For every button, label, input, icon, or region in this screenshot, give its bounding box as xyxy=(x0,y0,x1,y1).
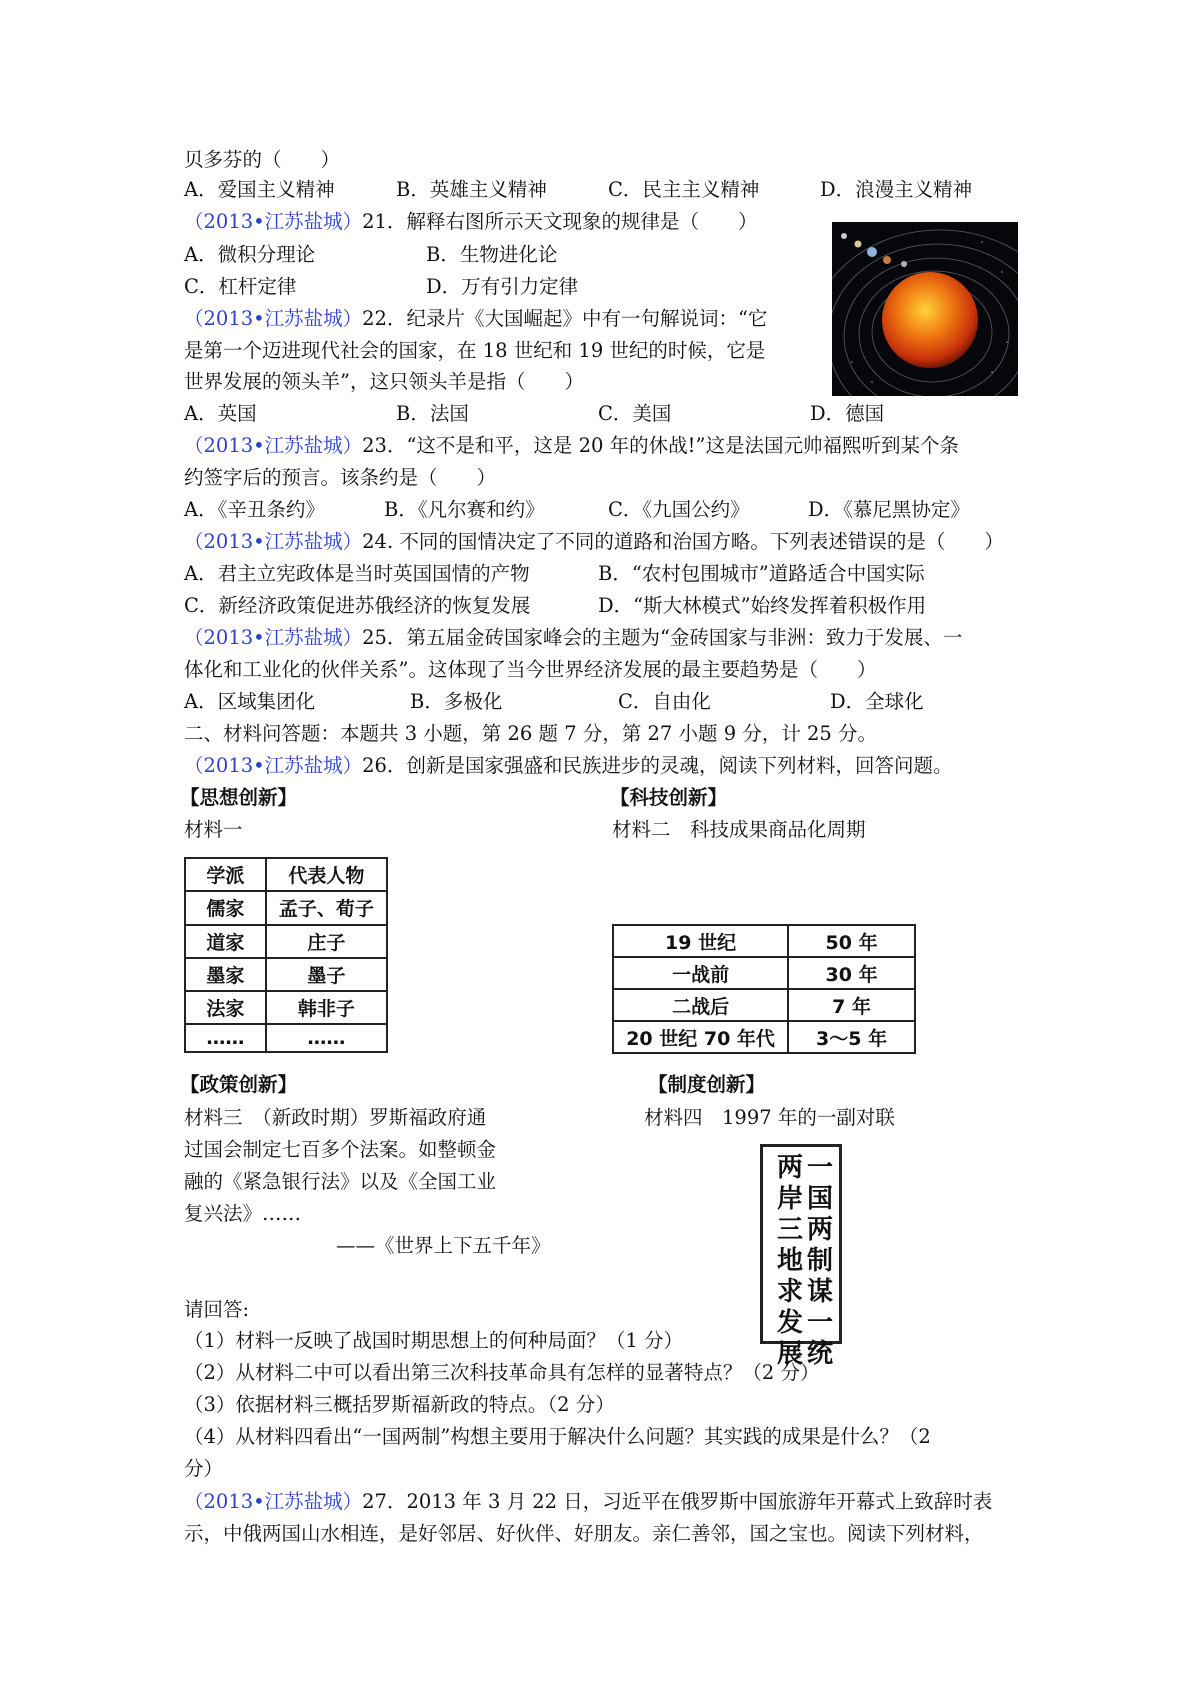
couplet-right-char: 统 xyxy=(806,1339,833,1369)
material-3-header: 【政策创新】 xyxy=(180,1073,298,1096)
q26-stem: （2013•江苏盐城）26．创新是国家强盛和民族进步的灵魂，阅读下列材料，回答问题。 xyxy=(184,754,953,777)
material-1-table-cell: 学派 xyxy=(185,858,266,891)
q25-stem-line1: （2013•江苏盐城）25．第五届金砖国家峰会的主题为“金砖国家与非洲：致力于发展、一 xyxy=(184,626,963,649)
couplet-left-char: 发 xyxy=(776,1308,803,1338)
material-3-line4: 复兴法》…… xyxy=(184,1202,302,1225)
couplet-right-char: 制 xyxy=(806,1246,833,1276)
material-2-table-cell: 30 年 xyxy=(788,957,915,989)
q24-option-b: B．“农村包围城市”道路适合中国实际 xyxy=(598,562,925,585)
q25-option-c: C．自由化 xyxy=(618,690,711,713)
q24-option-d: D．“斯大林模式”始终发挥着积极作用 xyxy=(598,594,927,617)
material-1-table-cell: 庄子 xyxy=(266,925,387,958)
material-3-line1: 材料三 （新政时期）罗斯福政府通 xyxy=(184,1106,487,1129)
couplet-left-char: 展 xyxy=(776,1339,803,1369)
material-2-table-row xyxy=(613,1021,915,1053)
material-1-table-row xyxy=(185,1024,387,1052)
q21-option-d: D．万有引力定律 xyxy=(426,275,579,298)
material-3-citation: ——《世界上下五千年》 xyxy=(336,1234,551,1257)
material-2-table-row xyxy=(613,925,915,957)
sub-question-4-cont: 分） xyxy=(184,1457,224,1480)
material-1-table-cell: 儒家 xyxy=(185,891,266,924)
material-3-line3: 融的《紧急银行法》以及《全国工业 xyxy=(184,1170,497,1193)
material-1-table-row xyxy=(185,991,387,1024)
solar-system-image xyxy=(832,222,1018,396)
material-1-table-row xyxy=(185,925,387,958)
q21-option-c: C．杠杆定律 xyxy=(184,275,297,298)
material-1-table-cell: …… xyxy=(185,1024,266,1052)
q22-stem-line1: （2013•江苏盐城）22．纪录片《大国崛起》中有一句解说词：“它 xyxy=(184,307,768,330)
material-1-table-cell: 墨子 xyxy=(266,958,387,991)
material-2-table-cell: 50 年 xyxy=(788,925,915,957)
answer-prompt: 请回答: xyxy=(184,1298,250,1321)
couplet-left-char: 三 xyxy=(776,1215,803,1245)
material-2-table xyxy=(612,924,916,1054)
q21-stem: （2013•江苏盐城）21．解释右图所示天文现象的规律是（ ） xyxy=(184,210,758,233)
q25-option-b: B．多极化 xyxy=(410,690,503,713)
material-1-table-row xyxy=(185,891,387,924)
material-1-header: 【思想创新】 xyxy=(180,786,298,809)
material-1-table xyxy=(184,857,388,1053)
couplet-right-char: 国 xyxy=(806,1184,833,1214)
couplet-right-char: 两 xyxy=(806,1215,833,1245)
material-1-table-cell: 法家 xyxy=(185,991,266,1024)
sub-question-2: （2）从材料二中可以看出第三次科技革命具有怎样的显著特点？（2 分） xyxy=(184,1361,820,1384)
material-1-table-row xyxy=(185,858,387,891)
q20-stem-tail: 贝多芬的（ ） xyxy=(184,148,341,171)
q25-source: （2013•江苏盐城） xyxy=(184,626,363,649)
material-1-label: 材料一 xyxy=(184,818,243,841)
couplet-right-char: 谋 xyxy=(806,1277,833,1307)
material-1-table-cell: 韩非子 xyxy=(266,991,387,1024)
material-3-line2: 过国会制定七百多个法案。如整顿金 xyxy=(184,1138,497,1161)
material-2-table-row xyxy=(613,989,915,1021)
q22-option-a: A．英国 xyxy=(184,402,257,425)
q20-option-a: A．爱国主义精神 xyxy=(184,178,335,201)
material-1-table-cell: 道家 xyxy=(185,925,266,958)
couplet-left-char: 地 xyxy=(776,1246,803,1276)
material-2-table-cell: 3～5 年 xyxy=(788,1021,915,1053)
q22-option-b: B．法国 xyxy=(396,402,469,425)
q27-stem-line2: 示，中俄两国山水相连，是好邻居、好伙伴、好朋友。亲仁善邻，国之宝也。阅读下列材料， xyxy=(184,1522,984,1545)
material-2-label: 材料二 科技成果商品化周期 xyxy=(612,818,866,841)
q24-source: （2013•江苏盐城） xyxy=(184,530,363,553)
material-2-table-cell: 7 年 xyxy=(788,989,915,1021)
q21-option-a: A．微积分理论 xyxy=(184,243,316,266)
q24-stem: （2013•江苏盐城）24. 不同的国情决定了不同的道路和治国方略。下列表述错误的是（ ） xyxy=(184,530,1004,553)
sub-question-4: （4）从材料四看出“一国两制”构想主要用于解决什么问题？其实践的成果是什么？（2 xyxy=(184,1425,931,1448)
q21-option-b: B．生物进化论 xyxy=(426,243,558,266)
material-2-table-cell: 二战后 xyxy=(613,989,788,1021)
q27-stem-line1: （2013•江苏盐城）27．2013 年 3 月 22 日，习近平在俄罗斯中国旅游年开幕式上致辞时表 xyxy=(184,1490,993,1513)
q22-option-c: C．美国 xyxy=(598,402,672,425)
material-1-table-row xyxy=(185,958,387,991)
material-2-table-row xyxy=(613,957,915,989)
q23-source: （2013•江苏盐城） xyxy=(184,434,363,457)
material-1-table-cell: …… xyxy=(266,1024,387,1052)
couplet-left-char: 两 xyxy=(776,1153,803,1183)
q23-stem-line2: 约签字后的预言。该条约是（ ） xyxy=(184,466,497,489)
couplet-left-char: 岸 xyxy=(776,1184,803,1214)
q25-option-a: A．区域集团化 xyxy=(184,690,316,713)
q22-option-d: D．德国 xyxy=(810,402,885,425)
q23-option-a: A．《辛丑条约》 xyxy=(184,498,325,521)
material-2-table-cell: 20 世纪 70 年代 xyxy=(613,1021,788,1053)
q20-option-b: B．英雄主义精神 xyxy=(396,178,547,201)
material-1-table-cell: 代表人物 xyxy=(266,858,387,891)
couplet-right xyxy=(806,1153,833,1369)
couplet-left-char: 求 xyxy=(776,1277,803,1307)
couplet-right-char: 一 xyxy=(806,1153,833,1183)
q23-option-b: B．《凡尔赛和约》 xyxy=(384,498,545,521)
section-2-heading: 二、材料问答题：本题共 3 小题，第 26 题 7 分，第 27 小题 9 分，计 25 分。 xyxy=(184,722,878,745)
material-2-table-cell: 一战前 xyxy=(613,957,788,989)
q23-stem-line1: （2013•江苏盐城）23．“这不是和平，这是 20 年的休战!”这是法国元帅福熙听到某个条 xyxy=(184,434,959,457)
material-1-table-cell: 孟子、荀子 xyxy=(266,891,387,924)
q22-stem-line3: 世界发展的领头羊”，这只领头羊是指（ ） xyxy=(184,370,584,393)
material-1-table-cell: 墨家 xyxy=(185,958,266,991)
couplet-right-char: 一 xyxy=(806,1308,833,1338)
q25-stem-line2: 体化和工业化的伙伴关系”。这体现了当今世界经济发展的最主要趋势是（ ） xyxy=(184,658,877,681)
material-2-header: 【科技创新】 xyxy=(610,786,728,809)
q21-source: （2013•江苏盐城） xyxy=(184,210,363,233)
q27-source: （2013•江苏盐城） xyxy=(184,1490,363,1513)
q20-option-c: C．民主主义精神 xyxy=(608,178,760,201)
q20-option-d: D．浪漫主义精神 xyxy=(820,178,973,201)
sub-question-3: （3）依据材料三概括罗斯福新政的特点。（2 分） xyxy=(184,1393,615,1416)
material-2-table-cell: 19 世纪 xyxy=(613,925,788,957)
q25-option-d: D．全球化 xyxy=(830,690,924,713)
q23-option-d: D．《慕尼黑协定》 xyxy=(808,498,970,521)
q24-option-c: C．新经济政策促进苏俄经济的恢复发展 xyxy=(184,594,531,617)
q24-option-a: A．君主立宪政体是当时英国国情的产物 xyxy=(184,562,530,585)
q26-source: （2013•江苏盐城） xyxy=(184,754,363,777)
sub-question-1: （1）材料一反映了战国时期思想上的何种局面？（1 分） xyxy=(184,1329,684,1352)
couplet-box xyxy=(760,1144,842,1369)
couplet-left xyxy=(776,1153,803,1369)
q22-stem-line2: 是第一个迈进现代社会的国家，在 18 世纪和 19 世纪的时候，它是 xyxy=(184,339,766,362)
q23-option-c: C．《九国公约》 xyxy=(608,498,750,521)
material-4-label: 材料四 1997 年的一副对联 xyxy=(644,1106,895,1129)
material-4-header: 【制度创新】 xyxy=(648,1073,766,1096)
q22-source: （2013•江苏盐城） xyxy=(184,307,363,330)
